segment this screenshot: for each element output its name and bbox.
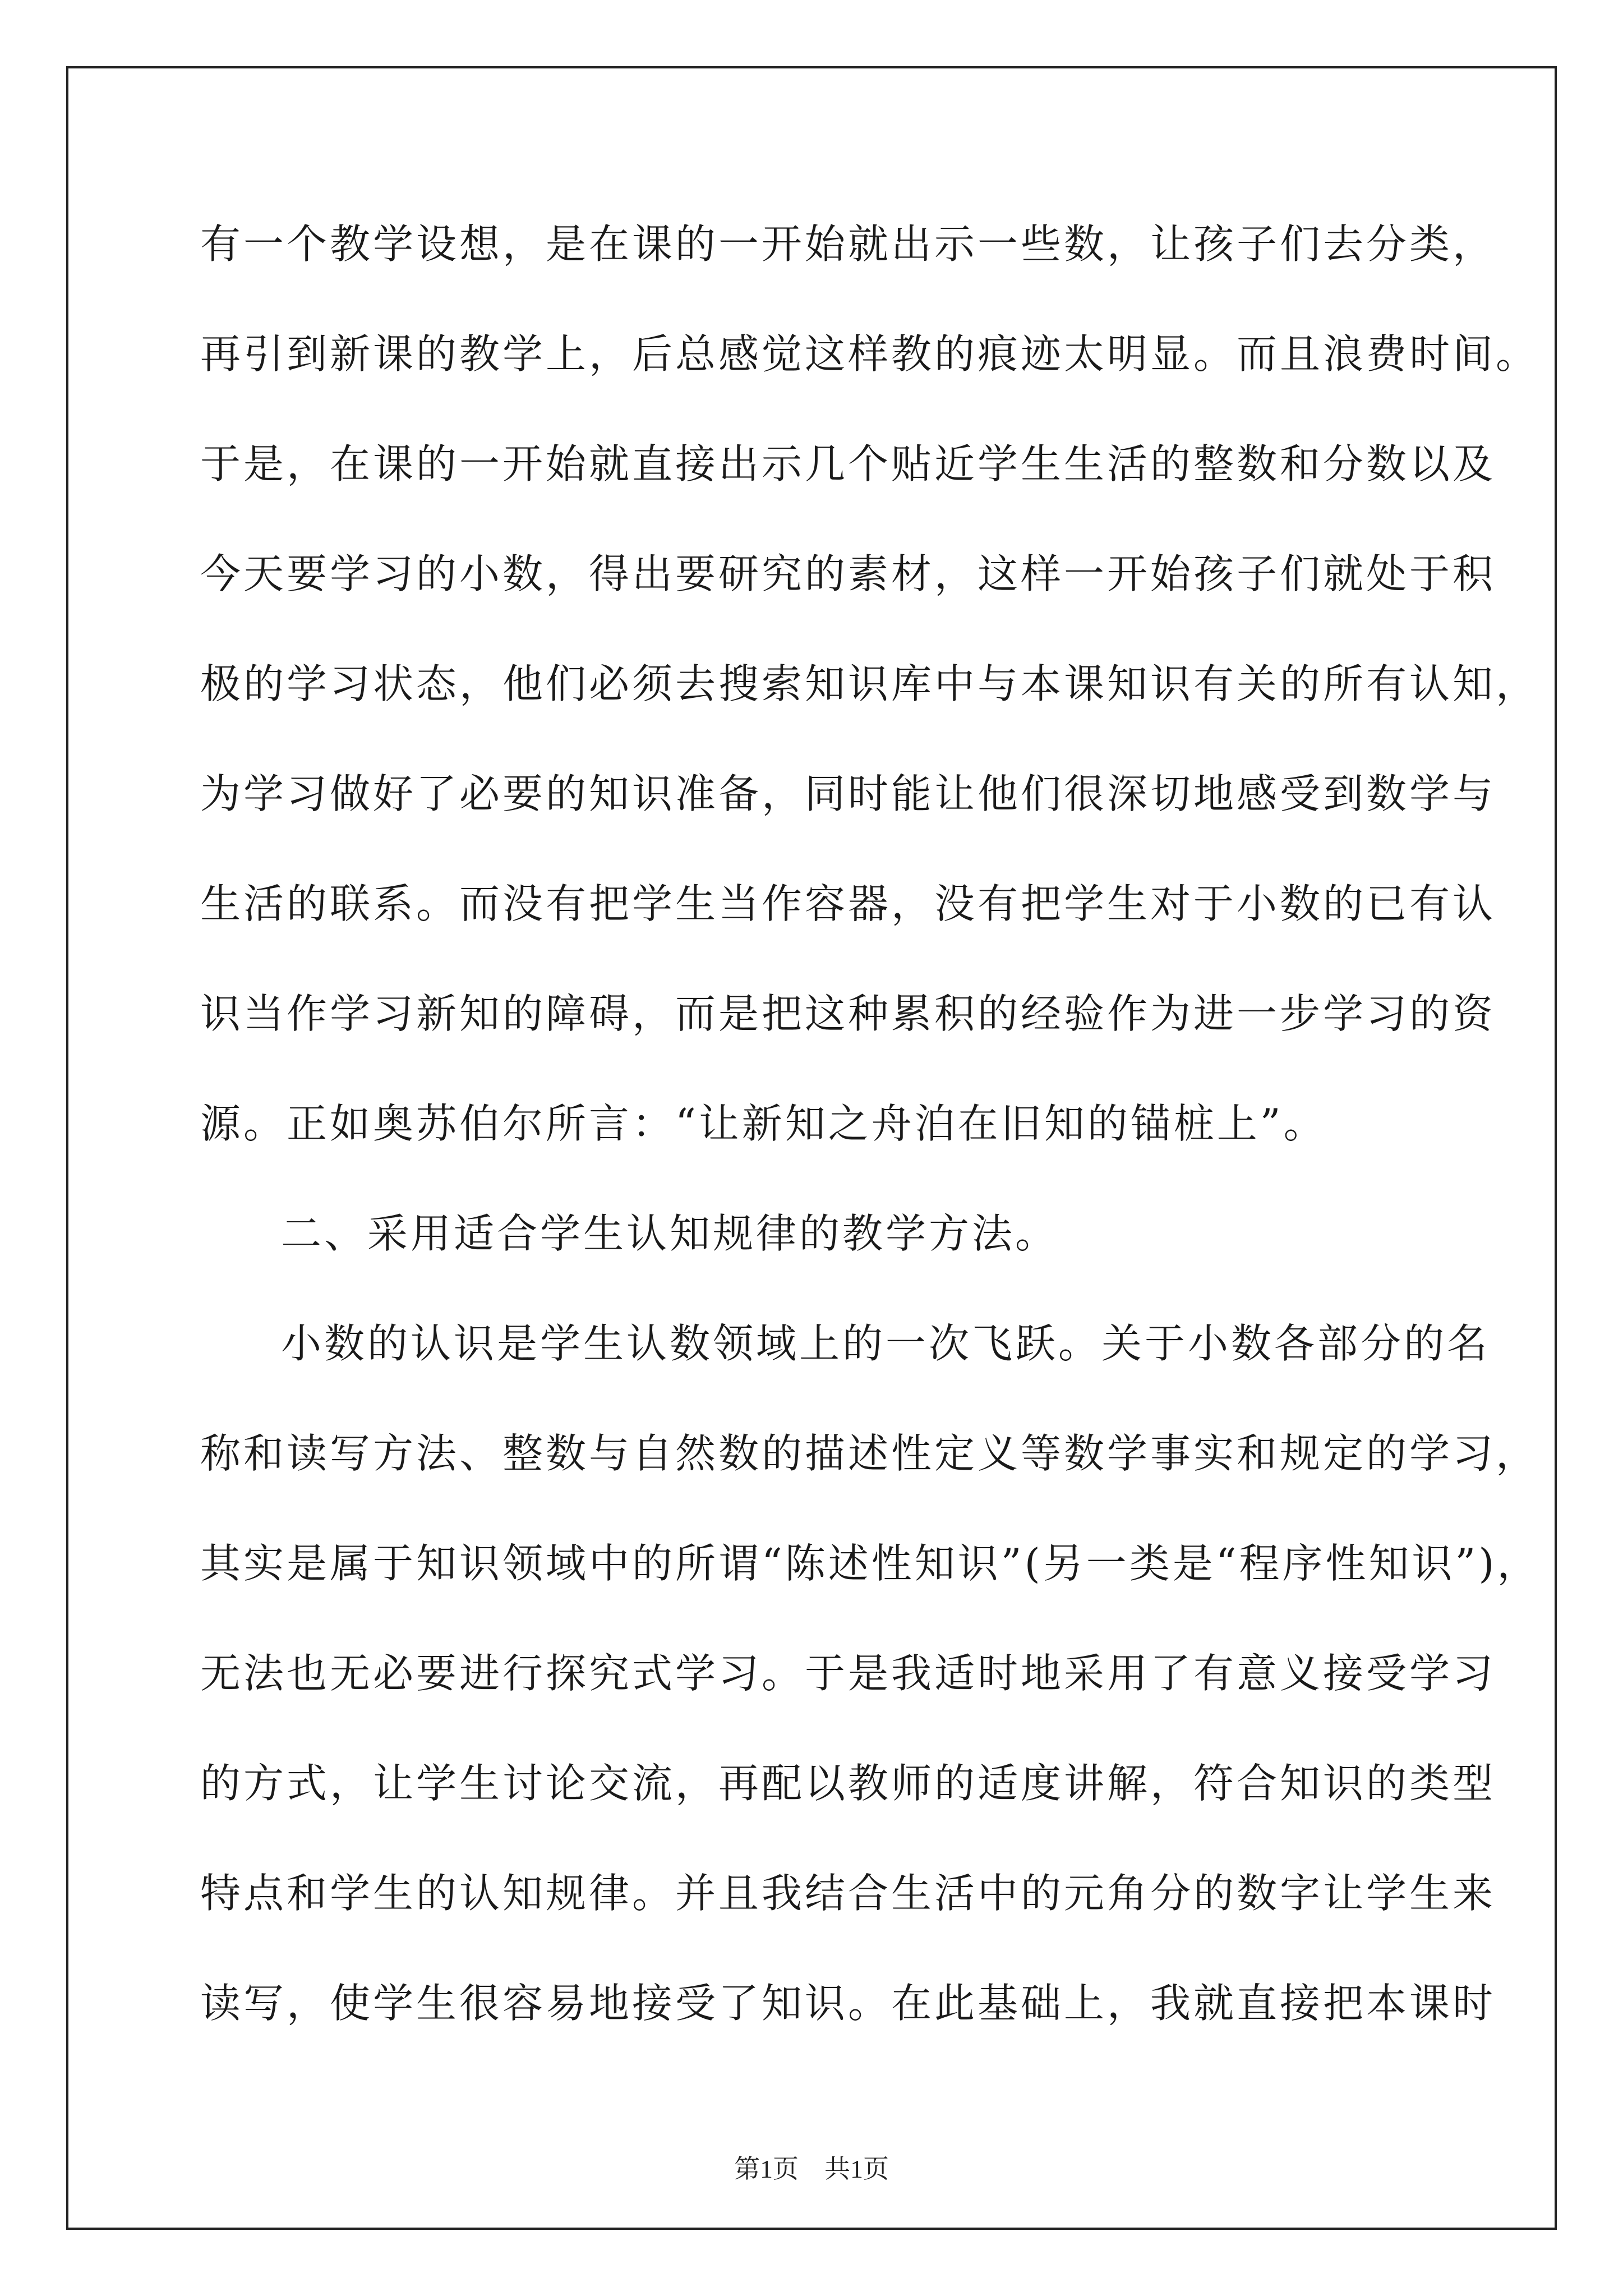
text-line: 为学习做好了必要的知识准备，同时能让他们很深切地感受到数学与 [200,770,1496,817]
text-line: 特点和学生的认知规律。并且我结合生活中的元角分的数字让学生来 [200,1870,1496,1917]
text-line: 识当作学习新知的障碍，而是把这种累积的经验作为进一步学习的资 [200,990,1496,1037]
text-line: 源。正如奥苏伯尔所言：“让新知之舟泊在旧知的锚桩上”。 [200,1100,1327,1147]
document-body [200,216,1541,2085]
text-line: 再引到新课的教学上，后总感觉这样教的痕迹太明显。而且浪费时间。 [200,330,1539,378]
text-line: 于是，在课的一开始就直接出示几个贴近学生生活的整数和分数以及 [200,440,1496,487]
text-line: 读写，使学生很容易地接受了知识。在此基础上，我就直接把本课时 [200,1980,1496,2027]
text-line: 极的学习状态，他们必须去搜索知识库中与本课知识有关的所有认知， [200,660,1539,707]
section-heading: 二、采用适合学生认知规律的教学方法。 [281,1210,1059,1257]
text-line: 生活的联系。而没有把学生当作容器，没有把学生对于小数的已有认 [200,880,1496,927]
text-line: 其实是属于知识领域中的所谓“陈述性知识”(另一类是“程序性知识”)， [200,1540,1541,1587]
page-number: 第1页 共1页 [734,2155,889,2183]
text-line: 小数的认识是学生认数领域上的一次飞跃。关于小数各部分的名 [281,1320,1491,1367]
text-line: 有一个教学设想，是在课的一开始就出示一些数，让孩子们去分类， [200,220,1496,268]
text-line: 称和读写方法、整数与自然数的描述性定义等数学事实和规定的学习， [200,1430,1539,1477]
text-line: 无法也无必要进行探究式学习。于是我适时地采用了有意义接受学习 [200,1650,1496,1697]
text-line: 的方式，让学生讨论交流，再配以教师的适度讲解，符合知识的类型 [200,1760,1496,1807]
text-line: 今天要学习的小数，得出要研究的素材，这样一开始孩子们就处于积 [200,550,1496,597]
